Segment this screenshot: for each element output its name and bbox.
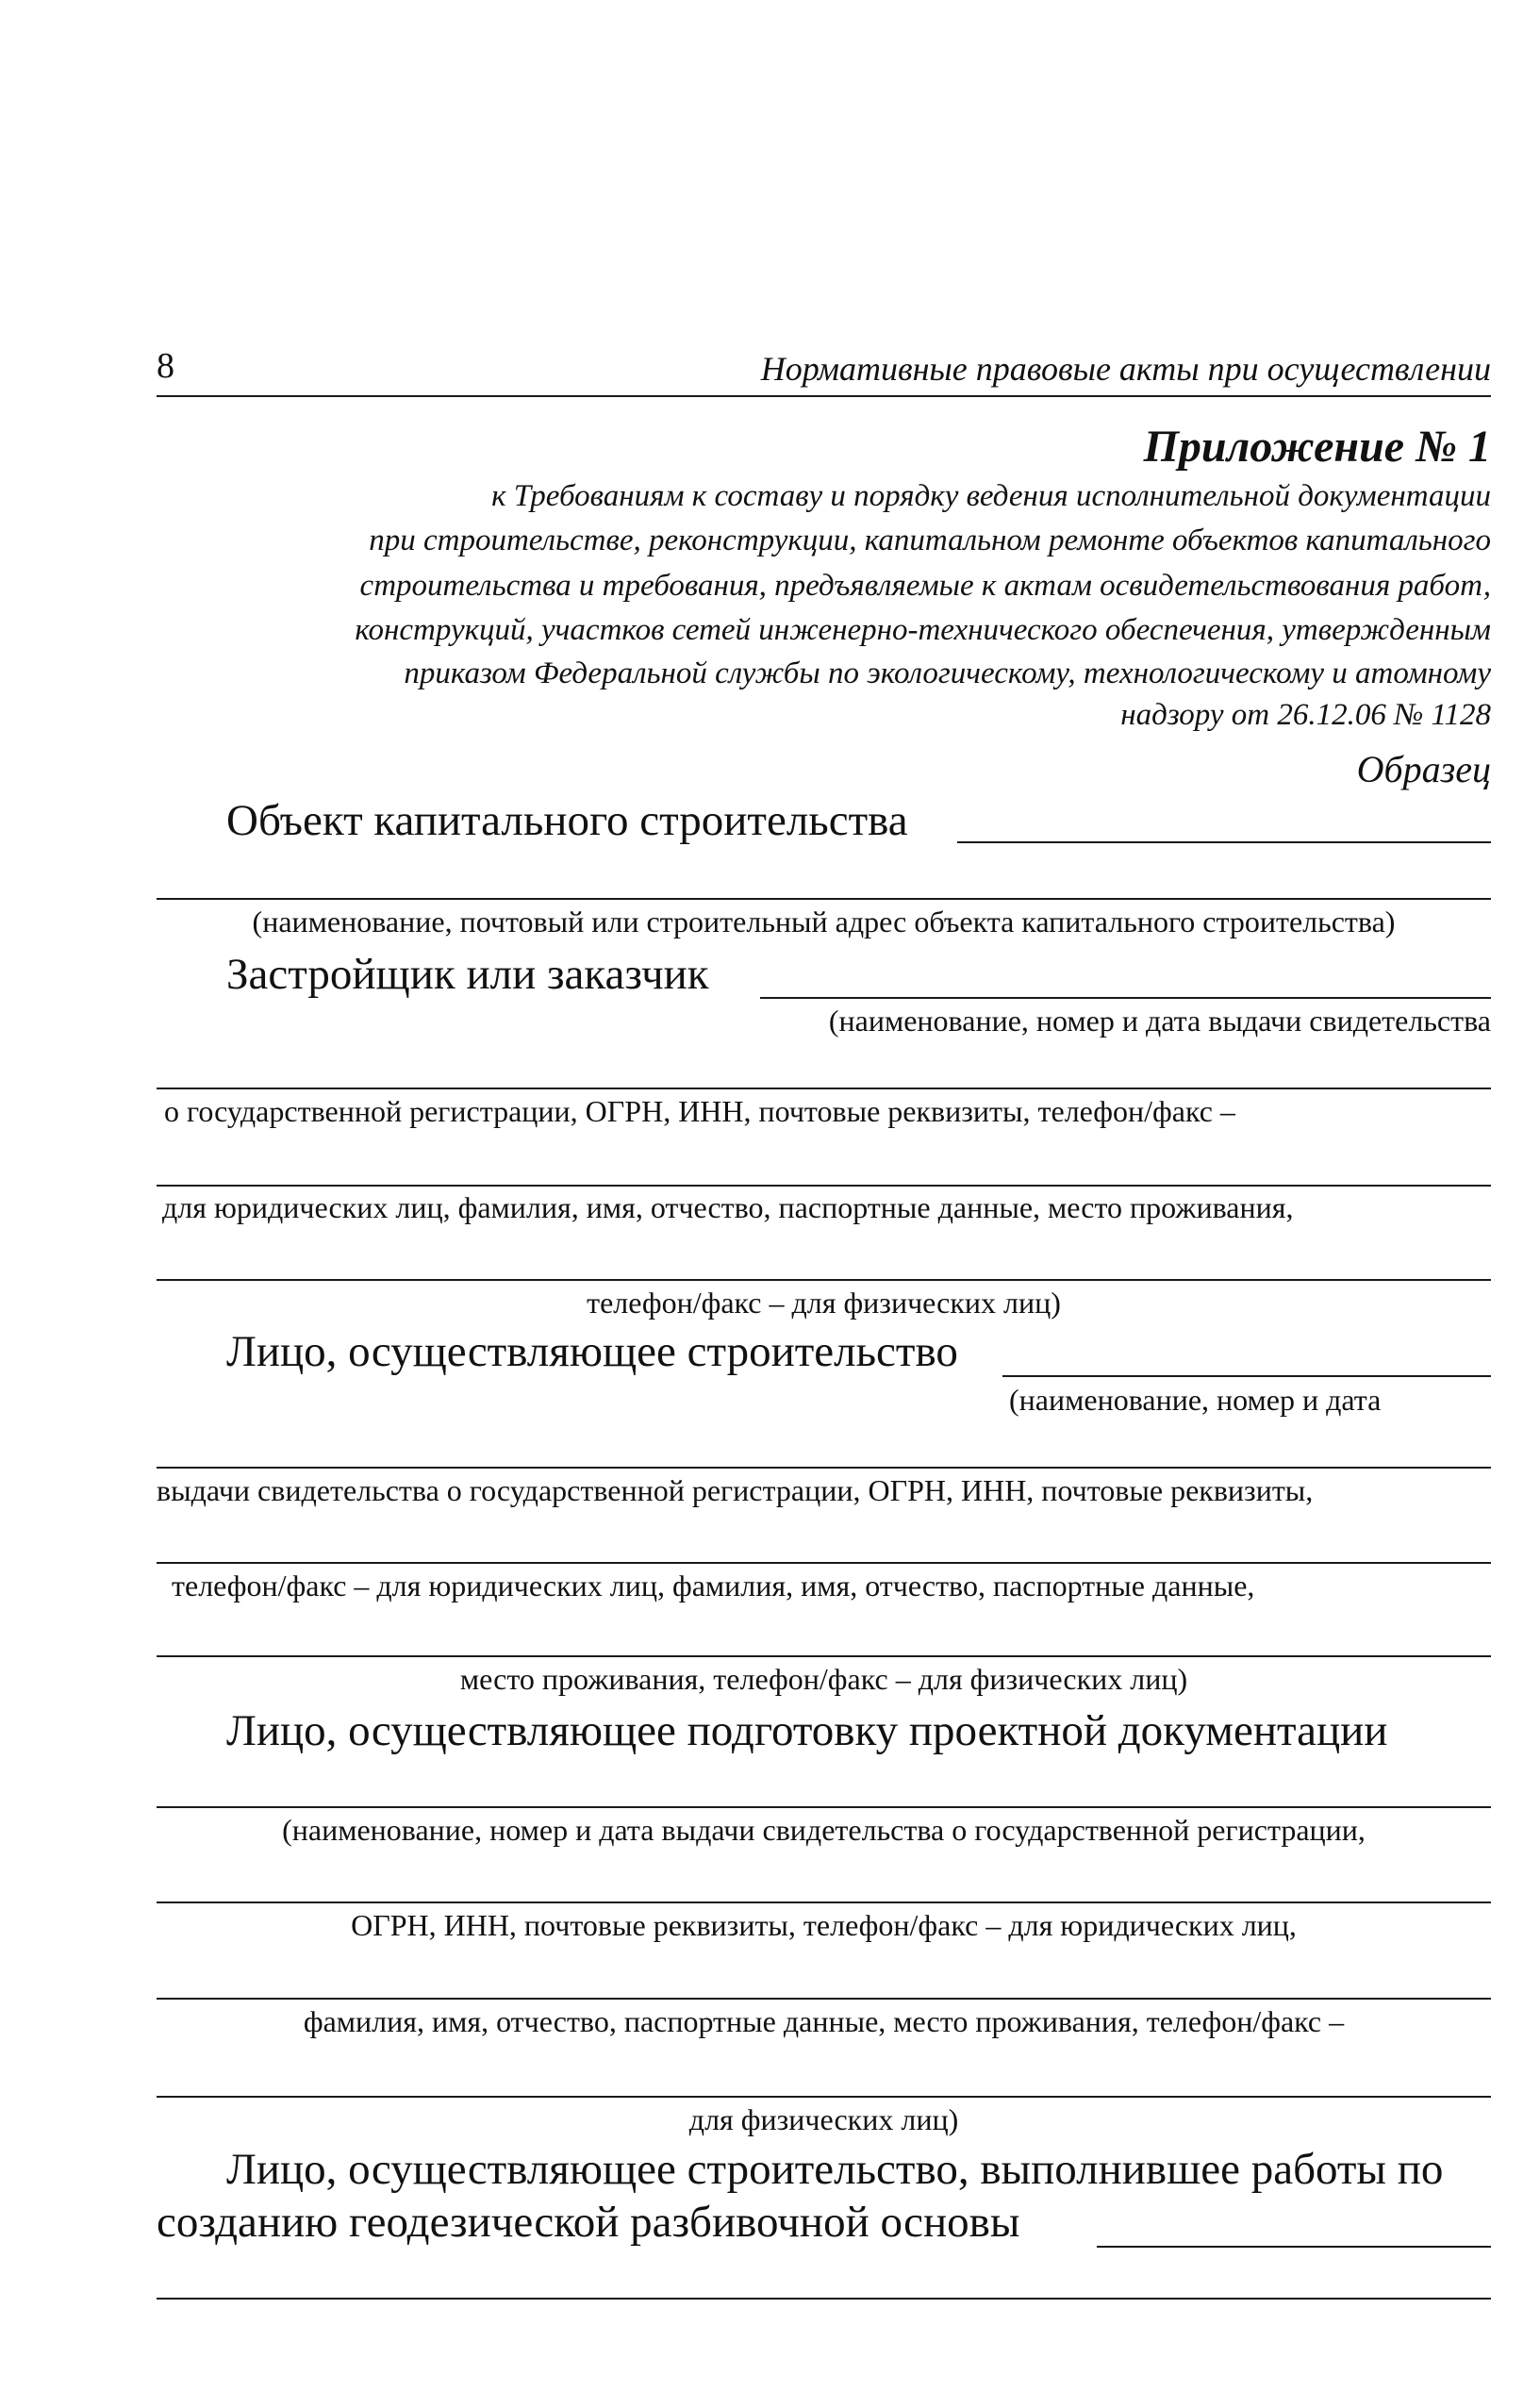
builder-input-line-3[interactable]	[157, 1562, 1491, 1564]
page-number: 8	[157, 346, 174, 386]
developer-note: телефон/факс – для физических лиц)	[587, 1286, 1061, 1320]
sample-label: Образец	[1356, 748, 1491, 790]
developer-note: для юридических лиц, фамилия, имя, отчество, паспортные данные, место проживания,	[162, 1190, 1294, 1224]
builder-note: (наименование, номер и дата	[1009, 1383, 1382, 1417]
header-rule	[157, 395, 1491, 397]
builder-note: место проживания, телефон/факс – для физических лиц)	[459, 1662, 1188, 1696]
appendix-line: к Требованиям к составу и порядку ведения исполнительной документации	[491, 479, 1491, 513]
designer-input-line-2[interactable]	[157, 1901, 1491, 1903]
object-note: (наименование, почтовый или строительный адрес объекта капитального строительства)	[252, 905, 1396, 938]
appendix-line: строительства и требования, предъявляемые к актам освидетельствования работ,	[359, 569, 1491, 603]
appendix-title: Приложение № 1	[1143, 422, 1491, 472]
builder-note: выдачи свидетельства о государственной регистрации, ОГРН, ИНН, почтовые реквизиты,	[157, 1473, 1314, 1507]
designer-input-line-4[interactable]	[157, 2096, 1491, 2098]
geodesy-input-line-2[interactable]	[157, 2298, 1491, 2300]
geodesy-label: созданию геодезической разбивочной основы	[157, 2198, 1020, 2247]
designer-note: ОГРН, ИНН, почтовые реквизиты, телефон/факс – для юридических лиц,	[351, 1908, 1297, 1942]
designer-input-line-3[interactable]	[157, 1998, 1491, 2000]
appendix-line: при строительстве, реконструкции, капитальном ремонте объектов капитального	[369, 523, 1491, 557]
appendix-line: конструкций, участков сетей инженерно-технического обеспечения, утвержденным	[355, 613, 1491, 647]
developer-input-line-3[interactable]	[157, 1185, 1491, 1187]
developer-label: Застройщик или заказчик	[226, 950, 709, 999]
developer-input-line-4[interactable]	[157, 1279, 1491, 1281]
builder-note: телефон/факс – для юридических лиц, фамилия, имя, отчество, паспортные данные,	[172, 1569, 1255, 1603]
object-input-line-2[interactable]	[157, 898, 1491, 900]
designer-input-line[interactable]	[157, 1806, 1491, 1808]
designer-note: (наименование, номер и дата выдачи свидетельства о государственной регистрации,	[282, 1813, 1366, 1847]
developer-input-line-2[interactable]	[157, 1088, 1491, 1089]
geodesy-input-line[interactable]	[1097, 2246, 1491, 2248]
appendix-line: приказом Федеральной службы по экологическому, технологическому и атомному	[404, 656, 1491, 690]
designer-note: фамилия, имя, отчество, паспортные данные, место проживания, телефон/факс –	[303, 2004, 1345, 2038]
developer-note: (наименование, номер и дата выдачи свидетельства	[828, 1004, 1491, 1038]
developer-note: о государственной регистрации, ОГРН, ИНН, почтовые реквизиты, телефон/факс –	[164, 1094, 1235, 1128]
builder-input-line-2[interactable]	[157, 1467, 1491, 1469]
builder-label: Лицо, осуществляющее строительство	[226, 1327, 958, 1376]
designer-label: Лицо, осуществляющее подготовку проектной документации	[226, 1706, 1388, 1755]
object-input-line[interactable]	[957, 841, 1491, 843]
builder-input-line[interactable]	[1002, 1375, 1491, 1377]
builder-input-line-4[interactable]	[157, 1655, 1491, 1657]
designer-note: для физических лиц)	[688, 2102, 959, 2136]
object-label: Объект капитального строительства	[226, 796, 908, 845]
geodesy-label: Лицо, осуществляющее строительство, выполнившее работы по	[226, 2145, 1444, 2194]
developer-input-line[interactable]	[760, 997, 1491, 999]
running-title: Нормативные правовые акты при осуществлении	[760, 350, 1491, 388]
appendix-line: надзору от 26.12.06 № 1128	[1120, 698, 1491, 732]
